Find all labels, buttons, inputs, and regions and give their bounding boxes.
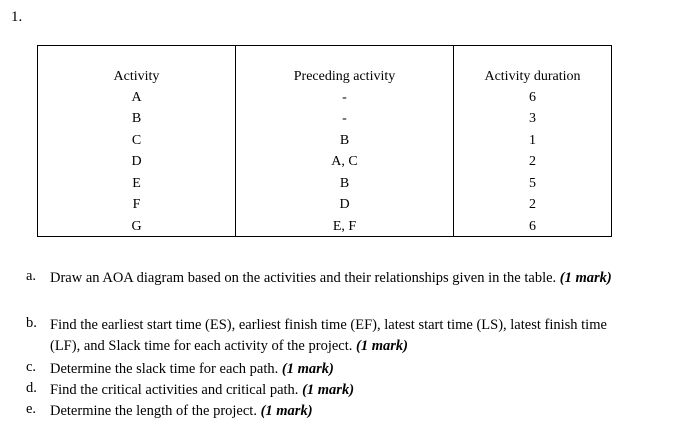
table-cell: F bbox=[132, 197, 141, 212]
table-cell: D bbox=[339, 197, 350, 212]
duration-column bbox=[454, 46, 611, 236]
question-number: 1. bbox=[11, 9, 23, 25]
question-letter: e. bbox=[26, 401, 37, 417]
table-cell: D bbox=[131, 154, 142, 169]
activity-column bbox=[38, 46, 235, 236]
table-cell: - bbox=[342, 111, 347, 126]
question-letter: b. bbox=[26, 315, 37, 331]
question-mark: (1 mark) bbox=[260, 403, 313, 419]
table-cell: 3 bbox=[529, 111, 536, 126]
header-preceding-activity: Preceding activity bbox=[293, 69, 396, 84]
table-cell: 2 bbox=[529, 197, 536, 212]
activity-table bbox=[37, 45, 612, 237]
question-mark: (1 mark) bbox=[356, 338, 408, 354]
question-letter: a. bbox=[26, 268, 37, 284]
table-cell: C bbox=[131, 133, 142, 148]
table-cell: E bbox=[132, 176, 141, 191]
question-text: Draw an AOA diagram based on the activities and their relationships given in the table. bbox=[50, 270, 557, 286]
table-cell: B bbox=[339, 133, 350, 148]
header-activity: Activity bbox=[113, 69, 160, 84]
question-text: Find the earliest start time (ES), earliest finish time (EF), latest start time (LS), latest finish time (LF), and Slack time for each activity of the project. bbox=[50, 317, 607, 354]
table-cell: 5 bbox=[529, 176, 536, 191]
table-cell: 6 bbox=[529, 219, 536, 234]
question-text: Determine the length of the project. bbox=[50, 403, 257, 419]
question-letter: c. bbox=[26, 359, 37, 375]
table-cell: G bbox=[131, 219, 142, 234]
table-cell: B bbox=[131, 111, 142, 126]
header-activity-duration: Activity duration bbox=[484, 69, 581, 84]
question-mark: (1 mark) bbox=[302, 382, 355, 398]
question-text: Determine the slack time for each path. bbox=[50, 361, 279, 377]
question-letter: d. bbox=[26, 380, 37, 396]
table-cell: A, C bbox=[331, 154, 358, 169]
table-cell: B bbox=[339, 176, 350, 191]
question-text: Find the critical activities and critical path. bbox=[50, 382, 299, 398]
table-cell: - bbox=[342, 90, 347, 105]
question-mark: (1 mark) bbox=[559, 270, 612, 286]
preceding-column bbox=[236, 46, 453, 236]
table-cell: E, F bbox=[332, 219, 357, 234]
table-cell: 2 bbox=[529, 154, 536, 169]
table-cell: A bbox=[131, 90, 142, 105]
table-cell: 6 bbox=[529, 90, 536, 105]
question-mark: (1 mark) bbox=[281, 361, 334, 377]
table-cell: 1 bbox=[529, 133, 536, 148]
